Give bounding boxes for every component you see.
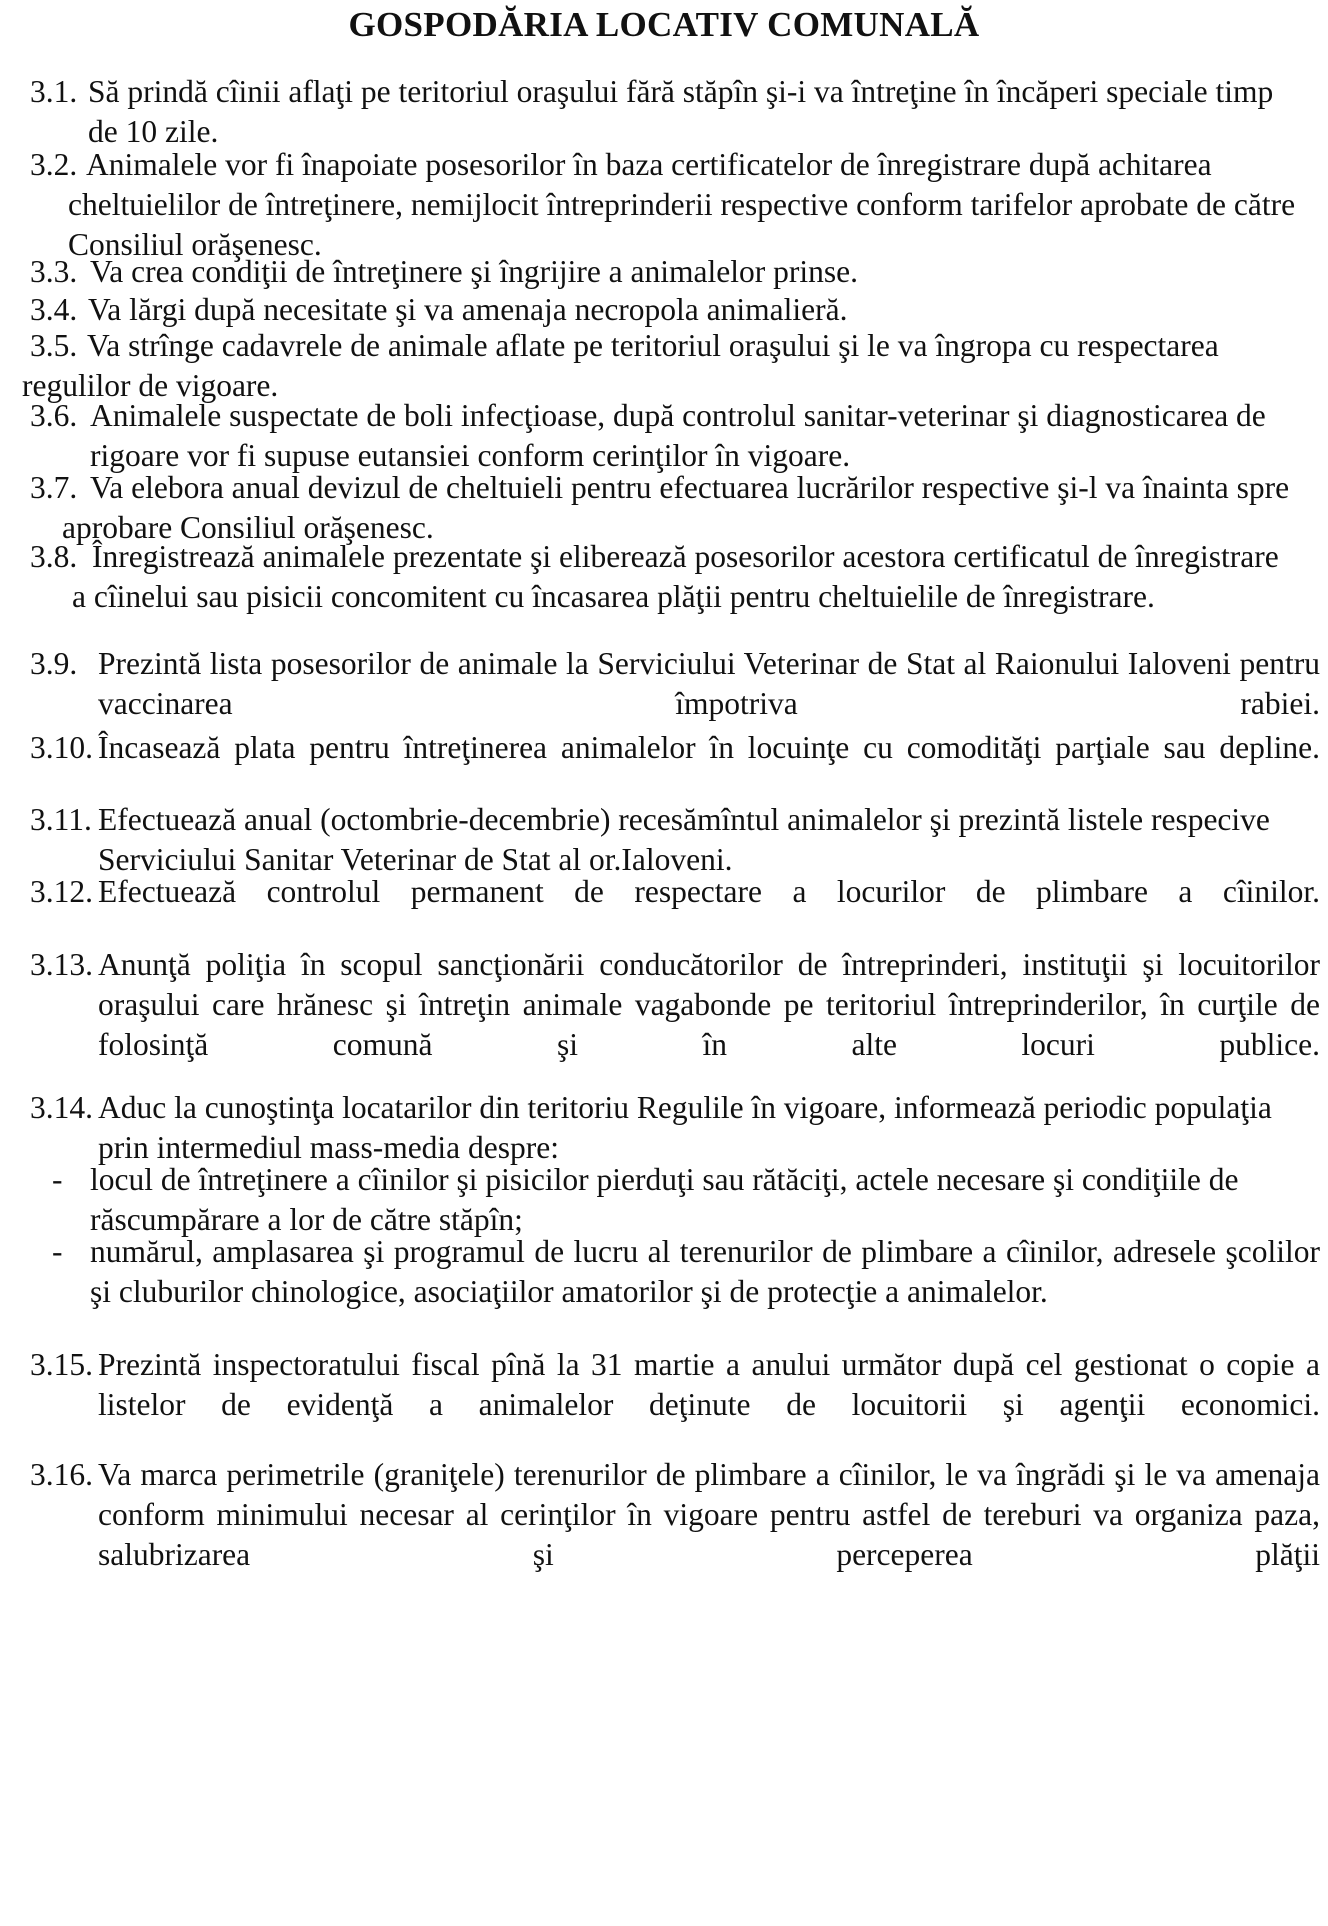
item-number: 3.16. (30, 1457, 93, 1492)
item-text: Înregistrează animalele prezentate şi eliberează posesorilor acestora certificatul de înregistrare a cîinelui sau pisicii concomitent cu încasarea plăţii pentru cheltuielile de înregistrare. (72, 539, 1279, 614)
list-item (30, 728, 1320, 808)
item-text: Animalele suspectate de boli infecţioase, după controlul sanitar-veterinar şi diagnosticarea de rigoare vor fi supuse eutansiei conform cerinţilor în vigoare. (90, 398, 1266, 473)
list-item (30, 1345, 1320, 1465)
list-item (30, 1455, 1320, 1615)
list-item (30, 396, 1320, 476)
list-item (30, 290, 1320, 330)
list-item (30, 468, 1320, 548)
sub-list-item (52, 1160, 1320, 1240)
sub-item-text: locul de întreţinere a cîinilor şi pisicilor pierduţi sau rătăciţi, actele necesare şi condiţiile de răscumpărare a lor de către stăpîn; (90, 1162, 1239, 1237)
document-title: GOSPODĂRIA LOCATIV COMUNALĂ (348, 5, 980, 44)
list-item (30, 644, 1320, 724)
dash-marker: - (52, 1162, 63, 1197)
item-text: Va lărgi după necesitate şi va amenaja necropola animalieră. (88, 292, 848, 327)
item-text: Anunţă poliţia în scopul sancţionării conducătorilor de întreprinderi, instituţii şi locuitorilor oraşului care hrănesc şi întreţin animale vagabonde pe teritoriul întreprinderilor, în curţile de folosinţă comună şi în alte locuri publice. (98, 947, 1320, 1062)
item-text: Efectuează anual (octombrie-decembrie) recesămîntul animalelor şi prezintă listele respecive Serviciului Sanitar Veterinar de Stat al or.Ialoveni. (98, 802, 1270, 877)
list-item (30, 1088, 1320, 1168)
item-number: 3.14. (30, 1090, 93, 1125)
item-number: 3.15. (30, 1347, 93, 1382)
list-item (30, 872, 1320, 952)
item-number: 3.13. (30, 947, 93, 982)
item-text: Încasează plata pentru întreţinerea animalelor în locuinţe cu comodităţi parţiale sau depline. (98, 730, 1320, 765)
item-text: Animalele vor fi înapoiate posesorilor în baza certificatelor de înregistrare după achitarea cheltuielilor de întreţinere, nemijlocit întreprinderii respective conform tarifelor aprobate de către Consiliul orăşenesc. (68, 147, 1296, 262)
item-number: 3.8. (30, 539, 78, 574)
item-text: Va crea condiţii de întreţinere şi îngrijire a animalelor prinse. (90, 254, 858, 289)
item-text: Efectuează controlul permanent de respectare a locurilor de plimbare a cîinilor. (98, 874, 1320, 909)
item-number: 3.5. (30, 328, 78, 363)
list-item (30, 945, 1320, 1105)
item-number: 3.9. (30, 646, 78, 681)
item-number: 3.11. (30, 802, 92, 837)
item-text: Va strînge cadavrele de animale aflate pe teritoriul oraşului şi le va îngropa cu respectarea regulilor de vigoare. (22, 328, 1219, 403)
item-number: 3.6. (30, 398, 78, 433)
list-item (22, 326, 1320, 406)
sub-list-item (52, 1232, 1320, 1352)
item-text: Aduc la cunoştinţa locatarilor din teritoriu Regulile în vigoare, informează periodic populaţia prin intermediul mass-media despre: (98, 1090, 1272, 1165)
list-item (30, 537, 1320, 617)
item-number: 3.2. (30, 147, 78, 182)
item-number: 3.10. (30, 730, 93, 765)
item-number: 3.7. (30, 470, 78, 505)
item-number: 3.3. (30, 254, 78, 289)
item-text: Va elebora anual devizul de cheltuieli pentru efectuarea lucrărilor respective şi-l va înainta spre aprobare Consiliul orăşenesc. (62, 470, 1290, 545)
item-text: Să prindă cîinii aflaţi pe teritoriul oraşului fără stăpîn şi-i va întreţine în încăperi speciale timp de 10 zile. (88, 74, 1274, 149)
list-item (30, 145, 1320, 265)
list-item (30, 800, 1320, 880)
dash-marker: - (52, 1234, 63, 1269)
item-text: Prezintă lista posesorilor de animale la Serviciului Veterinar de Stat al Raionului Ialoveni pentru vaccinarea împotriva rabiei. (98, 646, 1320, 721)
item-number: 3.4. (30, 292, 78, 327)
list-item (30, 72, 1320, 152)
item-number: 3.12. (30, 874, 93, 909)
item-text: Va marca perimetrile (graniţele) terenurilor de plimbare a cîinilor, le va îngrădi şi le va amenaja conform minimului necesar al cerinţilor în vigoare pentru astfel de tereburi va organiza paza, salubrizarea şi perceperea plăţii (98, 1457, 1320, 1572)
sub-item-text: numărul, amplasarea şi programul de lucru al terenurilor de plimbare a cîinilor, adresele şcolilor şi cluburilor chinologice, asociaţiilor amatorilor şi de protecţie a animalelor. (90, 1234, 1320, 1309)
item-text: Prezintă inspectoratului fiscal pînă la 31 martie a anului următor după cel gestionat o copie a listelor de evidenţă a animalelor deţinute de locuitorii şi agenţii economici. (98, 1347, 1320, 1422)
item-number: 3.1. (30, 74, 78, 109)
list-item (30, 252, 1320, 292)
